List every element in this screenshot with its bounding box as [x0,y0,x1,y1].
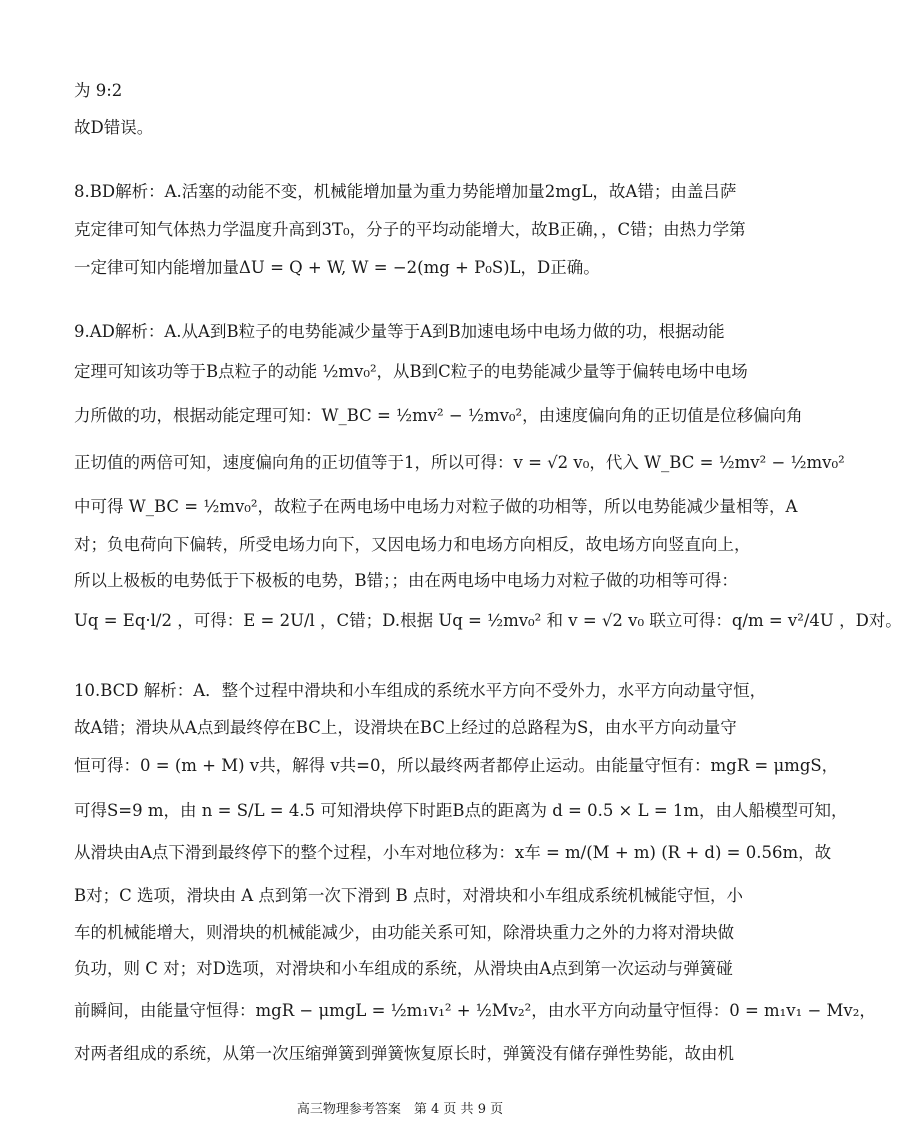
text-line: 8.BD解析：A.活塞的动能不变，机械能增加量为重力势能增加量2mgL，故A错；由盖吕萨 [74,182,737,201]
text-line: 对两者组成的系统，从第一次压缩弹簧到弹簧恢复原长时，弹簧没有储存弹性势能，故由机 [74,1044,734,1063]
text-line: 故D错误。 [74,118,154,137]
page-footer: 高三物理参考答案 第 4 页 共 9 页 [296,1102,504,1117]
text-line: 定理可知该功等于B点粒子的动能 ½mv₀²，从B到C粒子的电势能减少量等于偏转电场中电场 [74,362,748,381]
text-line: 负功，则 C 对；对D选项，对滑块和小车组成的系统，从滑块由A点到第一次运动与弹簧碰 [74,959,733,978]
text-line: 中可得 W_BC = ½mv₀²，故粒子在两电场中电场力对粒子做的功相等，所以电势能减少量相等，A [74,497,798,516]
text-line: 恒可得：0 = (m + M) v共，解得 v共=0，所以最终两者都停止运动。由能量守恒有：mgR = μmgS， [74,756,839,775]
text-line: Uq = Eq·l/2 ，可得：E = 2U/l ，C错；D.根据 Uq = ½mv₀² 和 v = √2 v₀ 联立可得：q/m = v²/4U ，D对。 [74,611,902,630]
text-line: 正切值的两倍可知，速度偏向角的正切值等于1，所以可得：v = √2 v₀，代入 W_BC = ½mv² − ½mv₀² [74,453,845,472]
text-line: 一定律可知内能增加量ΔU = Q + W, W = −2(mg + P₀S)L，D正确。 [74,258,600,277]
text-line: 10.BCD 解析：A．整个过程中滑块和小车组成的系统水平方向不受外力，水平方向动量守恒， [74,681,767,700]
text-line: 从滑块由A点下滑到最终停下的整个过程，小车对地位移为：x车 = m/(M + m) (R + d) = 0.56m，故 [74,843,832,862]
text-line: 9.AD解析：A.从A到B粒子的电势能减少量等于A到B加速电场中电场力做的功，根据动能 [74,322,725,341]
text-line: 可得S=9 m，由 n = S/L = 4.5 可知滑块停下时距B点的距离为 d = 0.5 × L = 1m，由人船模型可知， [74,801,848,820]
text-line: 车的机械能增大，则滑块的机械能减少，由功能关系可知，除滑块重力之外的力将对滑块做 [74,923,734,942]
text-line: 前瞬间，由能量守恒得：mgR − μmgL = ½m₁v₁² + ½Mv₂²，由水平方向动量守恒得：0 = m₁v₁ − Mv₂， [74,1001,876,1020]
text-line: 对；负电荷向下偏转，所受电场力向下，又因电场力和电场方向相反，故电场方向竖直向上， [74,535,751,554]
text-line: 所以上极板的电势低于下极板的电势，B错；；由在两电场中电场力对粒子做的功相等可得： [74,571,738,590]
text-line: 故A错；滑块从A点到最终停在BC上，设滑块在BC上经过的总路程为S，由水平方向动量守 [74,718,737,737]
text-line: 力所做的功，根据动能定理可知：W_BC = ½mv² − ½mv₀²，由速度偏向角的正切值是位移偏向角 [74,406,803,425]
text-line: 为 9:2 [74,81,123,100]
text-line: 克定律可知气体热力学温度升高到3T₀，分子的平均动能增大，故B正确，，C错；由热力学第 [74,220,746,239]
text-line: B对；C 选项，滑块由 A 点到第一次下滑到 B 点时，对滑块和小车组成系统机械能守恒，小 [74,886,744,905]
